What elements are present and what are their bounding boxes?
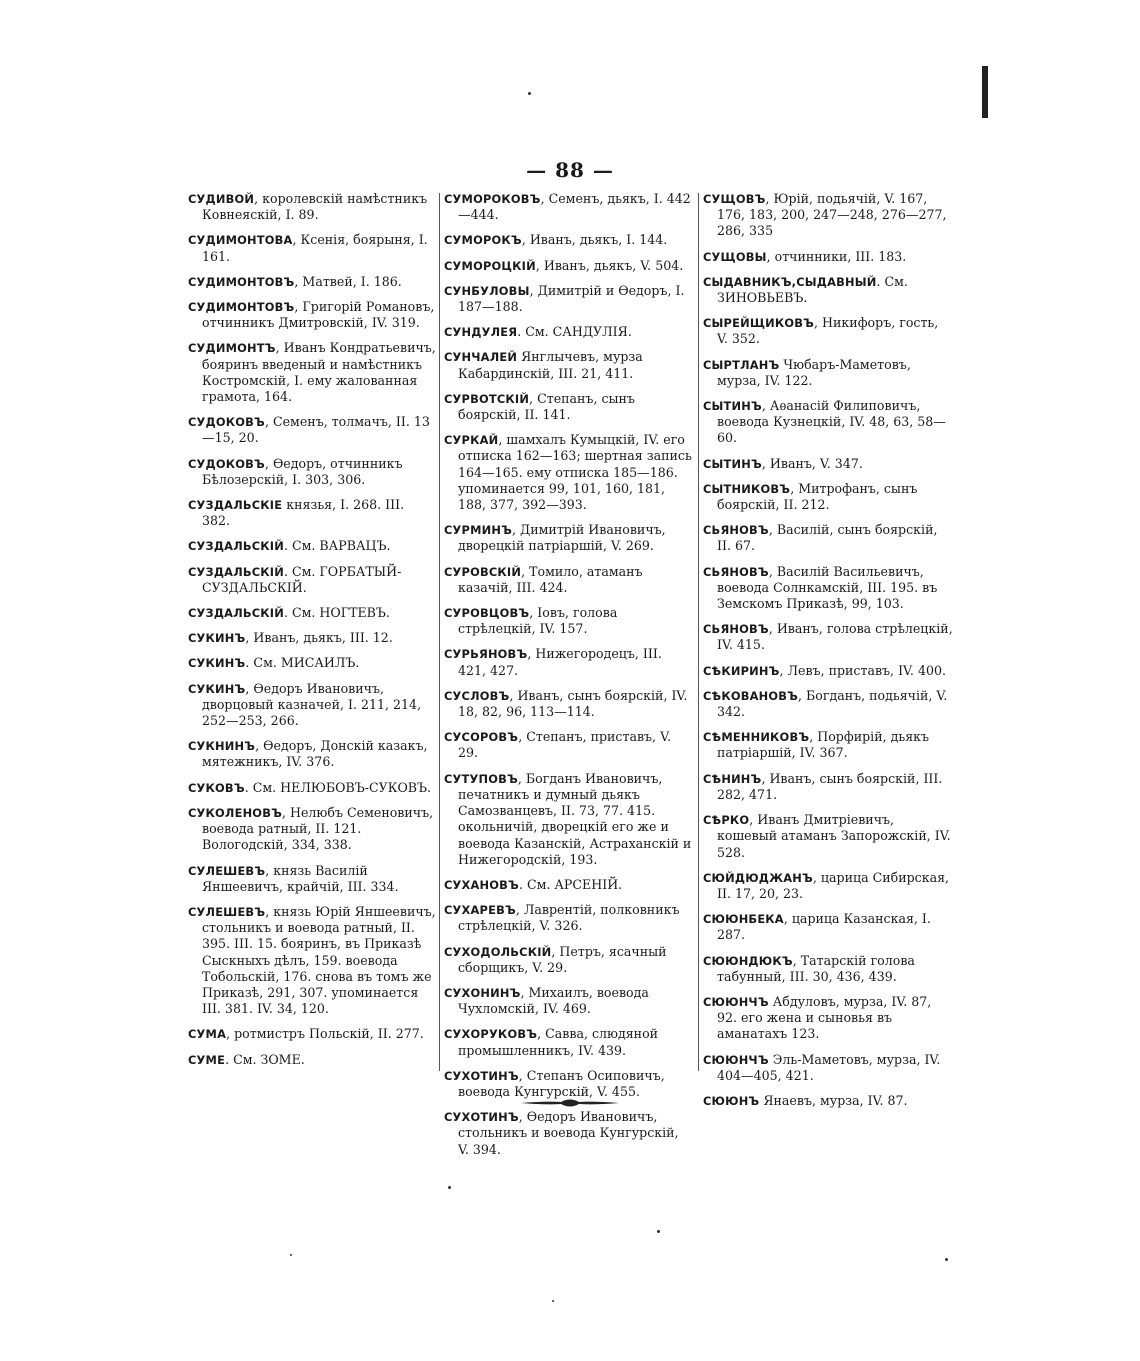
entry-headword: СУКИНЪ: [188, 656, 246, 671]
entry-text: Чюбаръ-Маметовъ, мурза, IV. 122.: [717, 356, 911, 388]
index-entry: [444, 324, 692, 340]
entry-text: . См. НЕЛЮБОВЪ-СУКОВЪ.: [244, 779, 432, 795]
index-entry: [444, 646, 692, 678]
entry-headword: СЫДАВНИКЪ,СЫДАВНЫЙ: [703, 274, 877, 289]
index-column-1: [188, 191, 436, 1077]
entry-headword: СУХАНОВЪ: [444, 877, 519, 892]
entry-text: , Татарскій голова табунный, III. 30, 436, 439.: [717, 952, 915, 984]
entry-headword: СУХАРЕВЪ: [444, 903, 516, 918]
index-entry: [188, 456, 436, 488]
entry-headword: СУДИМОНТОВА: [188, 233, 293, 248]
entry-headword: СѢНИНЪ: [703, 771, 762, 786]
entry-headword: СЫТНИКОВЪ: [703, 481, 791, 496]
entry-text: , Иванъ, сынъ боярскій, III. 282, 471.: [717, 770, 943, 802]
entry-headword: СУЩОВЫ: [703, 249, 767, 264]
entry-text: , Богданъ, подьячій, V. 342.: [717, 687, 948, 720]
index-entry: [444, 391, 692, 423]
index-entry: [444, 432, 692, 513]
entry-text: , Димитрій и Ѳедоръ, I. 187—188.: [458, 282, 685, 315]
entry-text: , Ксенія, боярыня, I. 161.: [202, 232, 428, 264]
entry-text: , Левъ, приставъ, IV. 400.: [779, 662, 946, 678]
index-entry: [703, 274, 953, 306]
entry-headword: СЮЮНДЮКЪ: [703, 953, 793, 968]
entry-headword: СУЗДАЛЬСКІЙ: [188, 564, 284, 579]
entry-headword: СУХОТИНЪ: [444, 1110, 519, 1125]
index-entry: [188, 232, 436, 264]
index-entry: [703, 357, 953, 389]
entry-text: . См. ГОРБАТЫЙ-СУЗДАЛЬСКІЙ.: [202, 563, 402, 595]
entry-text: , царица Сибирская, II. 17, 20, 23.: [717, 869, 950, 901]
entry-text: , Иванъ, сынъ боярскій, IV. 18, 82, 96, 113—114.: [458, 687, 688, 720]
entry-headword: СЮЙДЮДЖАНЪ: [703, 870, 813, 885]
index-entry: [444, 605, 692, 637]
entry-headword: СѢМЕННИКОВЪ: [703, 730, 810, 745]
index-entry: [444, 1026, 692, 1058]
entry-text: , Степанъ Осиповичъ, воевода Кунгурскій, V. 455.: [458, 1067, 665, 1099]
entry-headword: СУЛЕШЕВЪ: [188, 863, 266, 878]
entry-text: , королевскій намѣстникъ Ковнеяскій, I. 89.: [202, 191, 428, 223]
entry-text: , Иванъ, дьякъ, III. 12.: [245, 630, 393, 646]
index-entry: [444, 349, 692, 381]
index-entry: [188, 538, 436, 554]
entry-headword: СУМА: [188, 1027, 227, 1042]
index-entry: [188, 805, 436, 854]
entry-headword: СУДИМОНТЪ: [188, 341, 276, 356]
entry-text: , Матвей, I. 186.: [294, 273, 402, 289]
index-entry: [444, 258, 692, 274]
index-entry: [703, 398, 953, 447]
entry-headword: СУРЬЯНОВЪ: [444, 647, 528, 662]
entry-text: , царица Казанская, I. 287.: [717, 911, 931, 943]
index-entry: [444, 232, 692, 248]
entry-text: , Ѳедоръ, отчинникъ Бѣлозерскій, I. 303, 306.: [202, 455, 403, 487]
entry-text: . См. АРСЕНІЙ.: [518, 876, 623, 892]
index-entry: [703, 564, 953, 613]
index-entry: [188, 681, 436, 730]
entry-headword: СЮЮНЧЪ: [703, 994, 769, 1009]
entry-text: . См. ЗОМЕ.: [225, 1051, 305, 1067]
entry-headword: СУЗДАЛЬСКІЙ: [188, 606, 284, 621]
column-divider: [698, 193, 699, 1071]
entry-text: , Нижегородецъ, III. 421, 427.: [458, 646, 662, 678]
entry-text: , Иванъ, V. 347.: [761, 455, 863, 471]
entry-text: , Иванъ Кондратьевичъ, бояринъ введеный и намѣстникъ Костромскій, I. ему жалованная грамота, 164.: [202, 340, 436, 405]
entry-headword: СУХОРУКОВЪ: [444, 1027, 538, 1042]
entry-text: . См. ЗИНОВЬЕВЪ.: [717, 273, 908, 306]
entry-text: , Степанъ, приставъ, V. 29.: [458, 729, 671, 761]
entry-text: князья, I. 268. III. 382.: [202, 497, 405, 529]
entry-headword: СУКИНЪ: [188, 681, 246, 696]
index-entry: [703, 1093, 953, 1109]
entry-headword: СУКИНЪ: [188, 631, 246, 646]
entry-text: , Ѳедоръ, Донскій казакъ, мятежникъ, IV. 376.: [202, 738, 428, 770]
entry-text: . См. МИСАИЛЪ.: [245, 655, 360, 671]
entry-headword: СУЩОВЪ: [703, 192, 766, 206]
entry-headword: СУЛЕШЕВЪ: [188, 904, 266, 919]
index-entry: [188, 1026, 436, 1042]
entry-text: , Димитрій Ивановичъ, дворецкій патріаршій, V. 269.: [458, 522, 666, 554]
index-entry: [703, 191, 953, 240]
entry-headword: СУНЧАЛЕЙ: [444, 350, 518, 365]
entry-headword: СУРМИНЪ: [444, 523, 512, 538]
index-entry: [444, 564, 692, 596]
entry-text: . См. НОГТЕВЪ.: [283, 605, 390, 621]
entry-headword: СЬЯНОВЪ: [703, 523, 769, 538]
entry-headword: СУДОКОВЪ: [188, 456, 265, 471]
entry-headword: СУРВОТСКІЙ: [444, 391, 530, 406]
index-column-3: [703, 191, 953, 1118]
entry-headword: СУХОТИНЪ: [444, 1068, 519, 1083]
index-entry: [188, 497, 436, 529]
index-entry: [188, 274, 436, 290]
index-entry: [703, 870, 953, 902]
entry-headword: СУРОВЦОВЪ: [444, 606, 530, 621]
entry-text: , шамхалъ Кумыцкій, IV. его отписка 162—163; шертная запись 164—165. ему отписка 185—186. упоминается 99, 101, 160, 181, 188, 377, 392—393.: [458, 432, 692, 513]
index-entry: [703, 1052, 953, 1084]
entry-text: , Иванъ, дьякъ, V. 504.: [535, 257, 684, 273]
entry-text: , Богданъ Ивановичъ, печатникъ и думный дьякъ Самозванцевъ, II. 73, 77. 415. окольничій, дворецкій его же и воевода Казанскій, Астраханскій и Нижегородскій, 193.: [458, 770, 692, 867]
index-entry: [444, 877, 692, 893]
entry-headword: СУХОНИНЪ: [444, 985, 521, 1000]
entry-headword: СУКНИНЪ: [188, 739, 256, 754]
entry-headword: СУХОДОЛЬСКІЙ: [444, 944, 552, 959]
index-entry: [703, 621, 953, 653]
entry-text: , Ѳедоръ Ивановичъ, стольникъ и воевода Кунгурскій, V. 394.: [458, 1109, 679, 1157]
entry-text: . См. САНДУЛІЯ.: [517, 324, 632, 340]
entry-headword: СУДИМОНТОВЪ: [188, 300, 295, 315]
entry-headword: СЮЮНЪ: [703, 1093, 760, 1108]
entry-headword: СУРКАЙ: [444, 433, 499, 448]
entry-text: , Семенъ, дьякъ, I. 442—444.: [458, 191, 691, 223]
entry-headword: СУНДУЛЕЯ: [444, 325, 518, 340]
entry-text: , Иванъ Дмитріевичъ, кошевый атаманъ Запорожскій, IV. 528.: [717, 812, 951, 860]
index-entry: [188, 738, 436, 770]
entry-headword: СЫТИНЪ: [703, 399, 762, 414]
entry-text: , Григорій Романовъ, отчинникъ Дмитровскій, IV. 319.: [202, 299, 435, 331]
entry-headword: СУМЕ: [188, 1052, 226, 1067]
entry-headword: СЫТИНЪ: [703, 456, 762, 471]
index-entry: [444, 902, 692, 934]
entry-headword: СУНБУЛОВЫ: [444, 283, 530, 298]
index-column-2: [444, 191, 692, 1167]
index-entry: [444, 1109, 692, 1158]
entry-text: , Иванъ, дьякъ, I. 144.: [521, 232, 668, 248]
index-entry: [703, 456, 953, 472]
entry-headword: СЬЯНОВЪ: [703, 622, 769, 637]
entry-text: , Савва, слюдяной промышленникъ, IV. 439.: [458, 1026, 659, 1058]
entry-text: . См. ВАРВАЦЪ.: [283, 538, 391, 554]
entry-text: , Михаилъ, воевода Чухломскій, IV. 469.: [458, 984, 649, 1017]
entry-text: Янаевъ, мурза, IV. 87.: [759, 1092, 908, 1108]
entry-headword: СУЗДАЛЬСКІЕ: [188, 498, 283, 513]
entry-headword: СУДИВОЙ: [188, 192, 255, 206]
index-entry: [703, 522, 953, 554]
index-entry: [703, 729, 953, 761]
index-entry: [188, 605, 436, 621]
index-entry: [444, 191, 692, 223]
entry-headword: СЫРТЛАНЪ: [703, 357, 780, 372]
entry-text: , Порфирій, дьякъ патріаршій, IV. 367.: [717, 729, 930, 761]
entry-text: , Василій Васильевичъ, воевода Солнкамскій, III. 195. въ Земскомъ Приказѣ, 99, 103.: [717, 563, 938, 612]
index-entry: [188, 655, 436, 671]
entry-headword: СУСЛОВЪ: [444, 688, 510, 703]
entry-text: , ротмистръ Польскій, II. 277.: [226, 1026, 424, 1042]
index-entry: [703, 481, 953, 513]
entry-text: , Василій, сынъ боярскій, II. 67.: [717, 522, 938, 554]
index-entry: [444, 729, 692, 761]
entry-text: , Томило, атаманъ казачій, III. 424.: [458, 563, 643, 595]
index-entry: [703, 812, 953, 861]
entry-text: , Лаврентій, полковникъ стрѣлецкій, V. 326.: [458, 902, 680, 934]
index-entry: [703, 249, 953, 265]
index-entry: [188, 630, 436, 646]
entry-headword: СѢКОВАНОВЪ: [703, 688, 799, 703]
index-entry: [444, 944, 692, 976]
entry-text: Янглычевъ, мурза Кабардинскій, III. 21, 411.: [458, 349, 643, 381]
index-entry: [444, 522, 692, 554]
entry-text: , Юрій, подьячій, V. 167, 176, 183, 200, 247—248, 276—277, 286, 335: [717, 191, 947, 239]
entry-headword: СЫРЕЙЩИКОВЪ: [703, 316, 815, 331]
entry-headword: СѢКИРИНЪ: [703, 663, 780, 678]
index-entry: [703, 315, 953, 347]
index-entry: [703, 911, 953, 943]
entry-headword: СУМОРОКЪ: [444, 233, 522, 248]
entry-headword: СУКОВЪ: [188, 780, 245, 795]
index-entry: [444, 688, 692, 720]
index-entry: [188, 414, 436, 446]
entry-text: Эль-Маметовъ, мурза, IV. 404—405, 421.: [717, 1051, 941, 1083]
entry-headword: СЮЮНБЕКА: [703, 912, 784, 927]
entry-text: , Иванъ, голова стрѣлецкій, IV. 415.: [717, 621, 953, 653]
index-entry: [188, 299, 436, 331]
speck: [448, 1186, 451, 1189]
index-entry: [188, 340, 436, 405]
index-entry: [188, 863, 436, 895]
entry-text: Абдуловъ, мурза, IV. 87, 92. его жена и сыновья въ аманатахъ 123.: [717, 993, 932, 1042]
entry-text: , Іовъ, голова стрѣлецкій, IV. 157.: [458, 605, 618, 637]
entry-text: , князь Юрій Яншеевичъ, стольникъ и воевода ратный, II. 395. III. 15. бояринъ, въ Приказѣ Сыскныхъ дѣлъ, 159. воевода Тобольскій, 176. снова въ томъ же Приказѣ, 291, 307. упоминается III. 381. IV. 34, 120.: [202, 903, 436, 1017]
index-entry: [188, 564, 436, 596]
entry-headword: СУРОВСКІЙ: [444, 564, 522, 579]
index-entry: [444, 771, 692, 868]
entry-text: , Нелюбъ Семеновичъ, воевода ратный, II. 121. Вологодскій, 334, 338.: [202, 804, 434, 853]
page-number: — 88 —: [526, 158, 614, 182]
entry-text: , Никифоръ, гость, V. 352.: [717, 315, 939, 347]
speck: [552, 1300, 554, 1302]
speck: [290, 1254, 292, 1256]
entry-headword: СУДИМОНТОВЪ: [188, 274, 295, 289]
index-entry: [188, 1052, 436, 1068]
index-entry: [188, 904, 436, 1017]
entry-headword: СУСОРОВЪ: [444, 730, 519, 745]
entry-text: , Ѳедоръ Ивановичъ, дворцовый казначей, I. 211, 214, 252—253, 266.: [202, 680, 422, 729]
entry-text: , Семенъ, толмачъ, II. 13—15, 20.: [202, 414, 430, 446]
end-ornament-icon: [521, 1096, 619, 1110]
speck: [945, 1258, 948, 1261]
entry-text: , Митрофанъ, сынъ боярскій, II. 212.: [717, 480, 918, 513]
entry-headword: СЬЯНОВЪ: [703, 564, 769, 579]
entry-headword: СУДОКОВЪ: [188, 415, 265, 430]
entry-headword: СУКОЛЕНОВЪ: [188, 805, 282, 820]
entry-text: , Степанъ, сынъ боярскій, II. 141.: [458, 390, 635, 423]
entry-headword: СУТУПОВЪ: [444, 771, 518, 786]
entry-headword: СУМОРОКОВЪ: [444, 192, 541, 206]
entry-headword: СУЗДАЛЬСКІЙ: [188, 539, 284, 554]
entry-headword: СУМОРОЦКІЙ: [444, 258, 536, 273]
index-entry: [188, 191, 436, 223]
entry-text: , князь Василій Яншеевичъ, крайчій, III. 334.: [202, 862, 399, 894]
scan-edge-mark: [982, 66, 988, 118]
column-divider: [439, 193, 440, 1071]
index-entry: [703, 994, 953, 1043]
entry-headword: СѢРКО: [703, 813, 750, 828]
index-entry: [703, 771, 953, 803]
index-entry: [703, 663, 953, 679]
entry-headword: СЮЮНЧЪ: [703, 1052, 769, 1067]
index-entry: [444, 283, 692, 315]
index-entry: [188, 780, 436, 796]
entry-text: , Петръ, ясачный сборщикъ, V. 29.: [458, 943, 667, 975]
entry-text: , отчинники, III. 183.: [766, 248, 907, 264]
index-entry: [703, 953, 953, 985]
entry-text: , Аѳанасій Филиповичъ, воевода Кузнецкій, IV. 48, 63, 58—60.: [717, 398, 946, 446]
index-entry: [703, 688, 953, 720]
index-entry: [444, 985, 692, 1017]
speck: [528, 92, 531, 95]
speck: [657, 1230, 660, 1233]
